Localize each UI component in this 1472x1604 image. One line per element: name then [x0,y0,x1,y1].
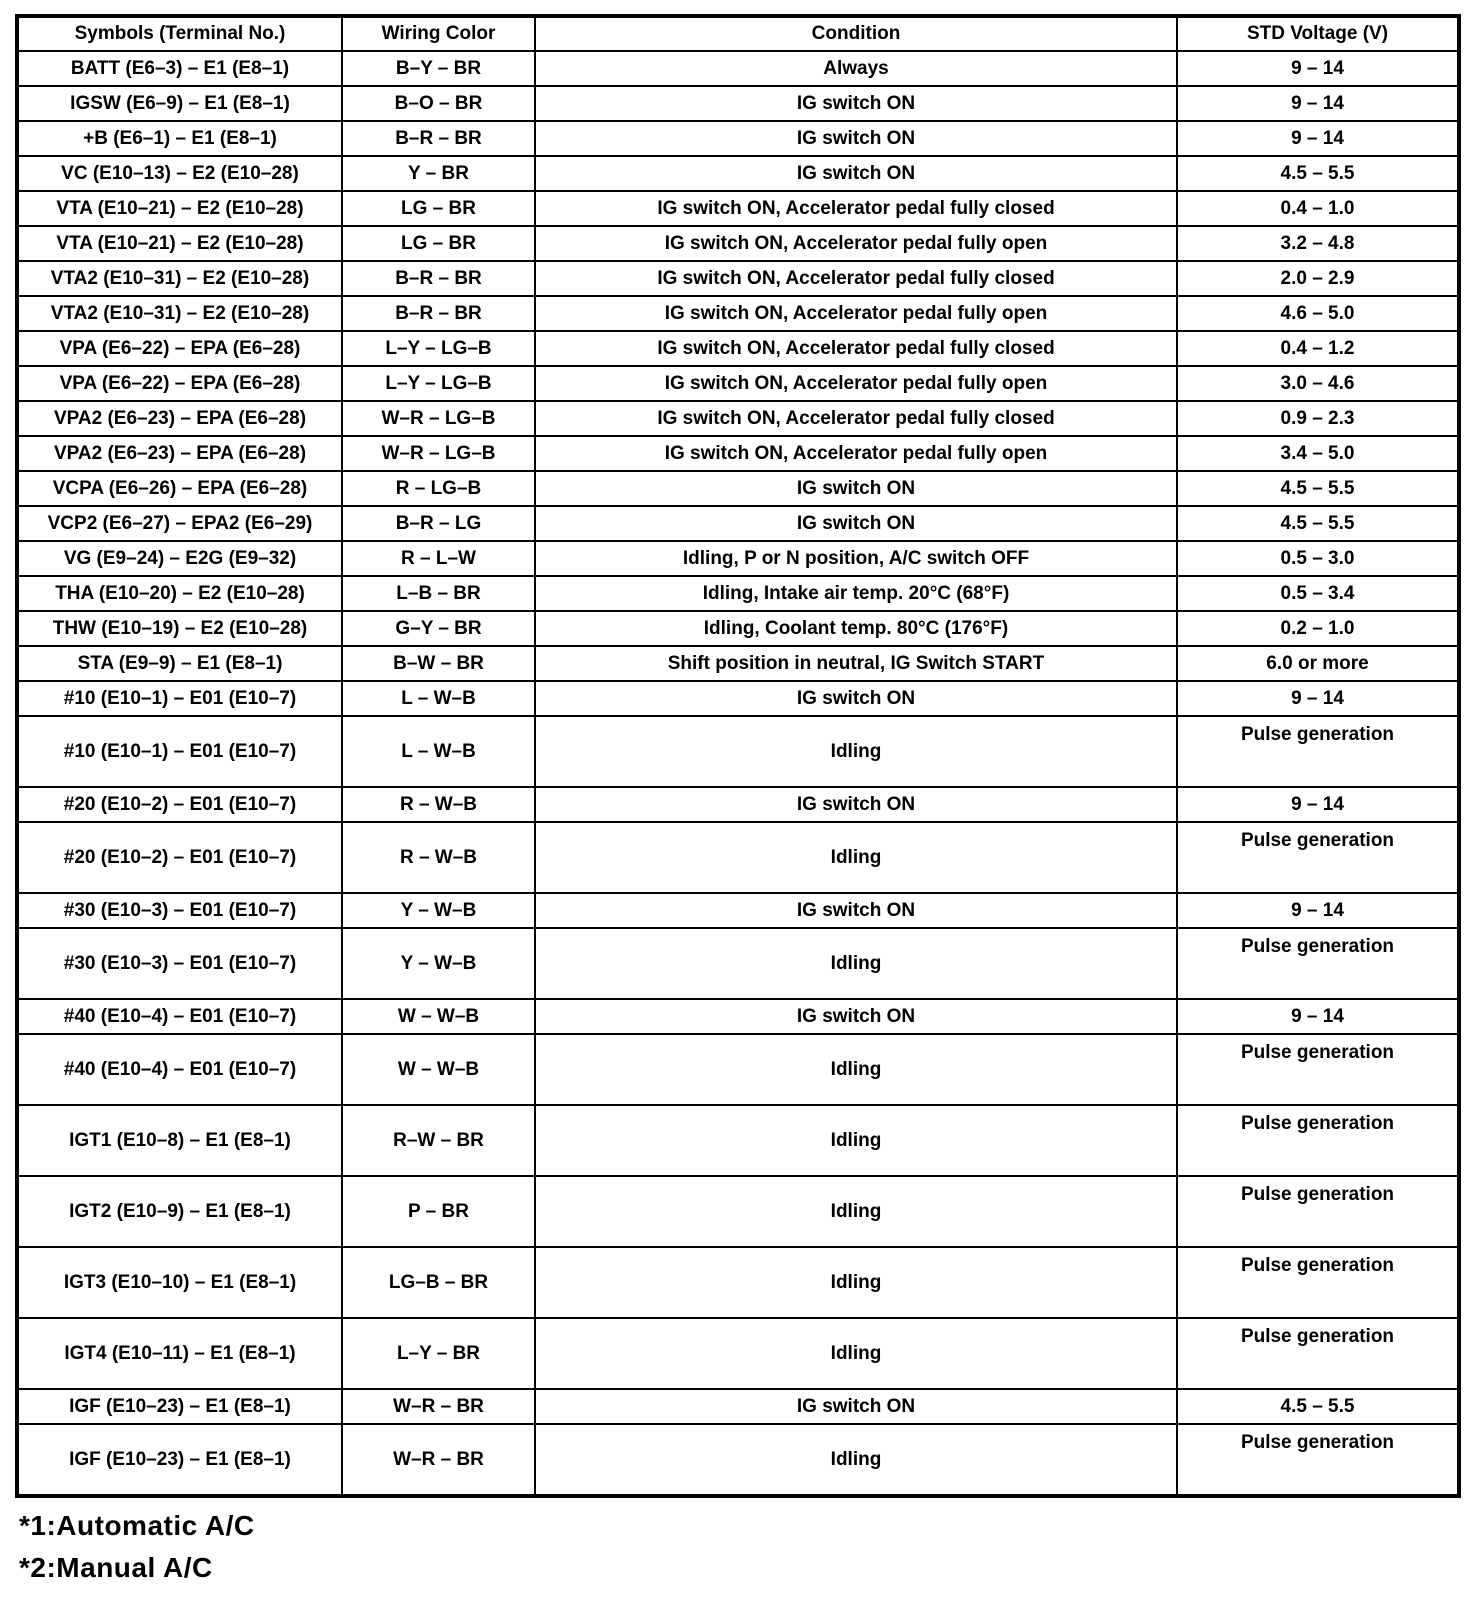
table-row [17,576,1459,611]
voltage-cell: 9 – 14 [1177,893,1459,928]
voltage-cell: 0.9 – 2.3 [1177,401,1459,436]
table-row [17,1034,1459,1105]
voltage-cell: Pulse generation [1177,1318,1459,1389]
condition-cell: IG switch ON [535,893,1177,928]
condition-cell: Idling, Coolant temp. 80°C (176°F) [535,611,1177,646]
table-row [17,156,1459,191]
symbols-cell: THW (E10–19) – E2 (E10–28) [17,611,342,646]
table-row [17,331,1459,366]
voltage-cell: 9 – 14 [1177,86,1459,121]
table-row [17,787,1459,822]
table-row [17,1424,1459,1496]
symbols-cell: VC (E10–13) – E2 (E10–28) [17,156,342,191]
footnote-manual-ac: *2:Manual A/C [19,1552,213,1583]
condition-cell: IG switch ON [535,681,1177,716]
table-row [17,436,1459,471]
condition-cell: Idling [535,1034,1177,1105]
voltage-cell: 0.5 – 3.4 [1177,576,1459,611]
table-body [17,51,1459,1496]
condition-cell: IG switch ON, Accelerator pedal fully open [535,366,1177,401]
voltage-cell: 9 – 14 [1177,787,1459,822]
voltage-cell: Pulse generation [1177,822,1459,893]
wiring-cell: W–R – BR [342,1389,535,1424]
symbols-cell: VPA (E6–22) – EPA (E6–28) [17,331,342,366]
symbols-cell: #40 (E10–4) – E01 (E10–7) [17,1034,342,1105]
wiring-cell: B–R – LG [342,506,535,541]
table-row [17,51,1459,86]
condition-cell: IG switch ON [535,999,1177,1034]
wiring-cell: B–Y – BR [342,51,535,86]
wiring-cell: L–Y – BR [342,1318,535,1389]
symbols-cell: #10 (E10–1) – E01 (E10–7) [17,716,342,787]
table-row [17,681,1459,716]
voltage-cell: Pulse generation [1177,1247,1459,1318]
table-row [17,999,1459,1034]
table-row [17,471,1459,506]
table-row [17,121,1459,156]
voltage-cell: 4.5 – 5.5 [1177,471,1459,506]
table-row [17,1318,1459,1389]
condition-cell: Idling [535,822,1177,893]
voltage-cell: 3.0 – 4.6 [1177,366,1459,401]
voltage-cell: 0.4 – 1.0 [1177,191,1459,226]
wiring-cell: W–R – LG–B [342,436,535,471]
voltage-cell: 2.0 – 2.9 [1177,261,1459,296]
condition-cell: IG switch ON [535,86,1177,121]
wiring-cell: LG – BR [342,226,535,261]
symbols-cell: VCP2 (E6–27) – EPA2 (E6–29) [17,506,342,541]
condition-cell: Idling [535,1424,1177,1496]
condition-cell: IG switch ON, Accelerator pedal fully closed [535,331,1177,366]
wiring-cell: W–R – LG–B [342,401,535,436]
symbols-cell: VG (E9–24) – E2G (E9–32) [17,541,342,576]
symbols-cell: IGT4 (E10–11) – E1 (E8–1) [17,1318,342,1389]
condition-cell: Idling [535,928,1177,999]
wiring-cell: L–B – BR [342,576,535,611]
voltage-cell: Pulse generation [1177,1176,1459,1247]
table-row [17,541,1459,576]
header-std-voltage: STD Voltage (V) [1177,16,1459,51]
wiring-cell: P – BR [342,1176,535,1247]
wiring-cell: L – W–B [342,716,535,787]
voltage-cell: Pulse generation [1177,928,1459,999]
voltage-cell: 4.5 – 5.5 [1177,506,1459,541]
wiring-cell: R–W – BR [342,1105,535,1176]
symbols-cell: #10 (E10–1) – E01 (E10–7) [17,681,342,716]
header-condition: Condition [535,16,1177,51]
condition-cell: Idling [535,1176,1177,1247]
symbols-cell: #30 (E10–3) – E01 (E10–7) [17,893,342,928]
voltage-cell: 9 – 14 [1177,999,1459,1034]
footnotes [15,1498,1457,1584]
voltage-cell: Pulse generation [1177,1424,1459,1496]
header-symbols: Symbols (Terminal No.) [17,16,342,51]
symbols-cell: VTA2 (E10–31) – E2 (E10–28) [17,261,342,296]
symbols-cell: IGF (E10–23) – E1 (E8–1) [17,1424,342,1496]
voltage-cell: Pulse generation [1177,716,1459,787]
wiring-cell: L – W–B [342,681,535,716]
wiring-cell: W – W–B [342,1034,535,1105]
wiring-cell: R – W–B [342,822,535,893]
symbols-cell: VTA (E10–21) – E2 (E10–28) [17,191,342,226]
condition-cell: IG switch ON, Accelerator pedal fully open [535,226,1177,261]
symbols-cell: VPA2 (E6–23) – EPA (E6–28) [17,401,342,436]
footnote-automatic-ac: *1:Automatic A/C [19,1510,255,1541]
wiring-cell: L–Y – LG–B [342,366,535,401]
condition-cell: IG switch ON [535,121,1177,156]
voltage-cell: 9 – 14 [1177,51,1459,86]
condition-cell: Always [535,51,1177,86]
symbols-cell: VCPA (E6–26) – EPA (E6–28) [17,471,342,506]
symbols-cell: BATT (E6–3) – E1 (E8–1) [17,51,342,86]
wiring-cell: LG – BR [342,191,535,226]
condition-cell: IG switch ON [535,506,1177,541]
table-row [17,296,1459,331]
voltage-cell: 0.2 – 1.0 [1177,611,1459,646]
condition-cell: IG switch ON, Accelerator pedal fully closed [535,401,1177,436]
condition-cell: IG switch ON, Accelerator pedal fully open [535,296,1177,331]
wiring-cell: LG–B – BR [342,1247,535,1318]
symbols-cell: #20 (E10–2) – E01 (E10–7) [17,822,342,893]
condition-cell: IG switch ON, Accelerator pedal fully closed [535,191,1177,226]
symbols-cell: #40 (E10–4) – E01 (E10–7) [17,999,342,1034]
voltage-cell: 3.4 – 5.0 [1177,436,1459,471]
table-row [17,226,1459,261]
table-row [17,1247,1459,1318]
condition-cell: IG switch ON [535,787,1177,822]
table-row [17,191,1459,226]
wiring-cell: R – L–W [342,541,535,576]
table-row [17,86,1459,121]
condition-cell: IG switch ON [535,471,1177,506]
symbols-cell: IGSW (E6–9) – E1 (E8–1) [17,86,342,121]
wiring-cell: R – W–B [342,787,535,822]
wiring-cell: Y – BR [342,156,535,191]
symbols-cell: #30 (E10–3) – E01 (E10–7) [17,928,342,999]
condition-cell: IG switch ON [535,1389,1177,1424]
wiring-cell: L–Y – LG–B [342,331,535,366]
voltage-cell: Pulse generation [1177,1105,1459,1176]
voltage-cell: 4.5 – 5.5 [1177,1389,1459,1424]
header-wiring-color: Wiring Color [342,16,535,51]
condition-cell: IG switch ON, Accelerator pedal fully closed [535,261,1177,296]
voltage-cell: 4.6 – 5.0 [1177,296,1459,331]
symbols-cell: VTA2 (E10–31) – E2 (E10–28) [17,296,342,331]
voltage-cell: 0.4 – 1.2 [1177,331,1459,366]
symbols-cell: IGT2 (E10–9) – E1 (E8–1) [17,1176,342,1247]
wiring-cell: W – W–B [342,999,535,1034]
table-row [17,261,1459,296]
table-row [17,1105,1459,1176]
table-row [17,1176,1459,1247]
terminal-voltage-table [15,14,1461,1498]
wiring-cell: B–W – BR [342,646,535,681]
table-row [17,716,1459,787]
wiring-cell: B–R – BR [342,121,535,156]
voltage-cell: 6.0 or more [1177,646,1459,681]
wiring-cell: B–R – BR [342,296,535,331]
table-row [17,366,1459,401]
table-row [17,822,1459,893]
condition-cell: Idling [535,1105,1177,1176]
symbols-cell: IGT1 (E10–8) – E1 (E8–1) [17,1105,342,1176]
table-row [17,1389,1459,1424]
condition-cell: Idling, Intake air temp. 20°C (68°F) [535,576,1177,611]
symbols-cell: THA (E10–20) – E2 (E10–28) [17,576,342,611]
condition-cell: IG switch ON, Accelerator pedal fully open [535,436,1177,471]
voltage-cell: Pulse generation [1177,1034,1459,1105]
symbols-cell: IGF (E10–23) – E1 (E8–1) [17,1389,342,1424]
symbols-cell: IGT3 (E10–10) – E1 (E8–1) [17,1247,342,1318]
wiring-cell: Y – W–B [342,893,535,928]
header-row [17,16,1459,51]
condition-cell: IG switch ON [535,156,1177,191]
symbols-cell: VPA (E6–22) – EPA (E6–28) [17,366,342,401]
table-row [17,401,1459,436]
condition-cell: Idling [535,1318,1177,1389]
voltage-cell: 9 – 14 [1177,121,1459,156]
table-row [17,611,1459,646]
wiring-cell: G–Y – BR [342,611,535,646]
condition-cell: Idling [535,1247,1177,1318]
wiring-cell: B–R – BR [342,261,535,296]
table-row [17,506,1459,541]
voltage-cell: 3.2 – 4.8 [1177,226,1459,261]
symbols-cell: STA (E9–9) – E1 (E8–1) [17,646,342,681]
wiring-cell: Y – W–B [342,928,535,999]
wiring-cell: B–O – BR [342,86,535,121]
symbols-cell: +B (E6–1) – E1 (E8–1) [17,121,342,156]
table-row [17,928,1459,999]
condition-cell: Shift position in neutral, IG Switch START [535,646,1177,681]
symbols-cell: VPA2 (E6–23) – EPA (E6–28) [17,436,342,471]
condition-cell: Idling, P or N position, A/C switch OFF [535,541,1177,576]
symbols-cell: VTA (E10–21) – E2 (E10–28) [17,226,342,261]
wiring-cell: W–R – BR [342,1424,535,1496]
voltage-cell: 9 – 14 [1177,681,1459,716]
table-row [17,646,1459,681]
voltage-cell: 4.5 – 5.5 [1177,156,1459,191]
voltage-cell: 0.5 – 3.0 [1177,541,1459,576]
condition-cell: Idling [535,716,1177,787]
wiring-cell: R – LG–B [342,471,535,506]
symbols-cell: #20 (E10–2) – E01 (E10–7) [17,787,342,822]
table-row [17,893,1459,928]
